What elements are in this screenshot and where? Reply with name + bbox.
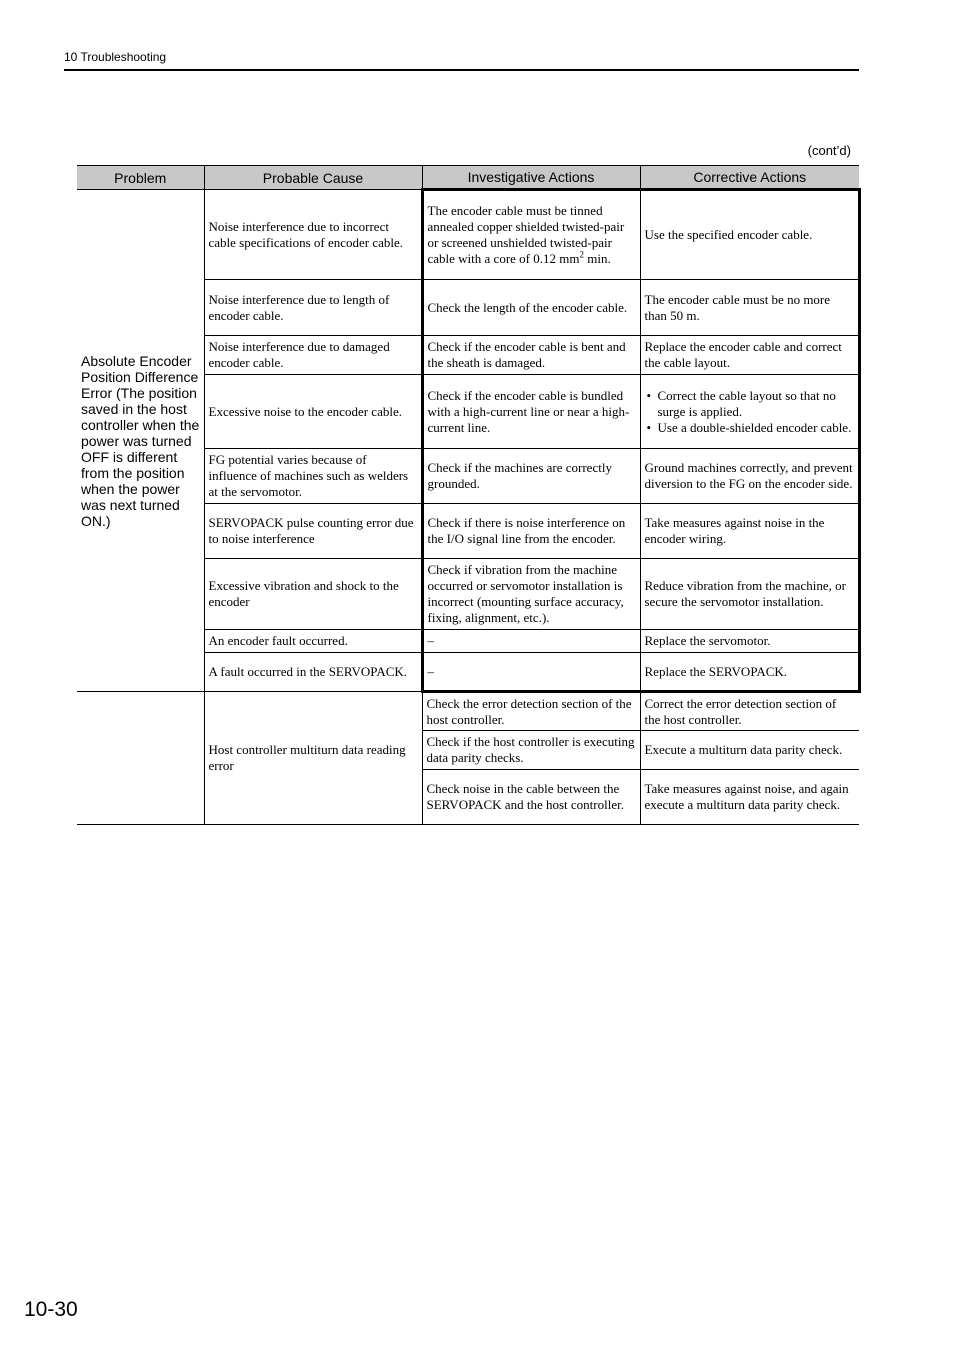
correct-cell: Execute a multiturn data parity check. — [640, 731, 859, 770]
investigate-cell: – — [422, 653, 640, 692]
investigate-cell: The encoder cable must be tinned annealed copper shielded twisted-pair or screened unshielded twisted-pair cable with a core of 0.12 $mm^2$ min. — [422, 190, 640, 280]
correct-cell — [640, 375, 859, 449]
cause-cell: Excessive noise to the encoder cable. — [204, 375, 422, 449]
investigate-cell: Check if the encoder cable is bent and the sheath is damaged. — [422, 336, 640, 375]
correct-cell: Use the specified encoder cable. — [640, 190, 859, 280]
cause-cell: Excessive vibration and shock to the encoder — [204, 559, 422, 630]
continued-label: (cont’d) — [807, 143, 851, 158]
cause-cell: A fault occurred in the SERVOPACK. — [204, 653, 422, 692]
correct-cell: Replace the SERVOPACK. — [640, 653, 859, 692]
cause-cell: Noise interference due to incorrect cable specifications of encoder cable. — [204, 190, 422, 280]
correct-cell: Ground machines correctly, and prevent diversion to the FG on the encoder side. — [640, 449, 859, 504]
correct-cell: The encoder cable must be no more than 50 m. — [640, 280, 859, 336]
cause-cell: Host controller multiturn data reading error — [204, 692, 422, 825]
cause-cell: FG potential varies because of influence of machines such as welders at the servomotor. — [204, 449, 422, 504]
page-number: 10-30 — [24, 1298, 78, 1321]
investigate-cell: Check the length of the encoder cable. — [422, 280, 640, 336]
correct-bullet-list — [645, 388, 854, 436]
correct-cell: Replace the servomotor. — [640, 630, 859, 653]
correct-cell: Replace the encoder cable and correct the cable layout. — [640, 336, 859, 375]
investigate-cell: Check noise in the cable between the SERVOPACK and the host controller. — [422, 770, 640, 825]
section-header: 10 Troubleshooting — [64, 50, 167, 64]
cause-cell: An encoder fault occurred. — [204, 630, 422, 653]
problem-cell-empty — [77, 692, 204, 825]
header-problem: Problem — [77, 166, 204, 190]
cause-cell: SERVOPACK pulse counting error due to noise interference — [204, 504, 422, 559]
investigate-cell: Check if the encoder cable is bundled with a high-current line or near a high-current line. — [422, 375, 640, 449]
header-investigative-actions: Investigative Actions — [422, 166, 640, 190]
cause-cell: Noise interference due to length of encoder cable. — [204, 280, 422, 336]
table-row — [77, 692, 859, 731]
troubleshooting-table — [77, 165, 861, 825]
problem-cell: Absolute Encoder Position Difference Error (The position saved in the host controller when the power was turned OFF is different from the position when the power was next turned ON.) — [77, 190, 204, 692]
investigate-cell: Check if the host controller is executing data parity checks. — [422, 731, 640, 770]
investigate-cell: Check if the machines are correctly grounded. — [422, 449, 640, 504]
table-header-row — [77, 166, 859, 190]
header-corrective-actions: Corrective Actions — [640, 166, 859, 190]
list-item: • Use a double-shielded encoder cable. — [645, 420, 854, 436]
table-row — [77, 190, 859, 280]
list-item: • Correct the cable layout so that no surge is applied. — [645, 388, 854, 420]
cause-cell: Noise interference due to damaged encoder cable. — [204, 336, 422, 375]
investigate-cell: Check if vibration from the machine occurred or servomotor installation is incorrect (mounting surface accuracy, fixing, alignment, etc.). — [422, 559, 640, 630]
investigate-cell: – — [422, 630, 640, 653]
header-probable-cause: Probable Cause — [204, 166, 422, 190]
investigate-cell: Check the error detection section of the host controller. — [422, 692, 640, 731]
correct-cell: Correct the error detection section of the host controller. — [640, 692, 859, 731]
correct-cell: Take measures against noise, and again execute a multiturn data parity check. — [640, 770, 859, 825]
correct-cell: Reduce vibration from the machine, or secure the servomotor installation. — [640, 559, 859, 630]
investigate-cell: Check if there is noise interference on the I/O signal line from the encoder. — [422, 504, 640, 559]
header-rule — [64, 69, 859, 71]
correct-cell: Take measures against noise in the encoder wiring. — [640, 504, 859, 559]
